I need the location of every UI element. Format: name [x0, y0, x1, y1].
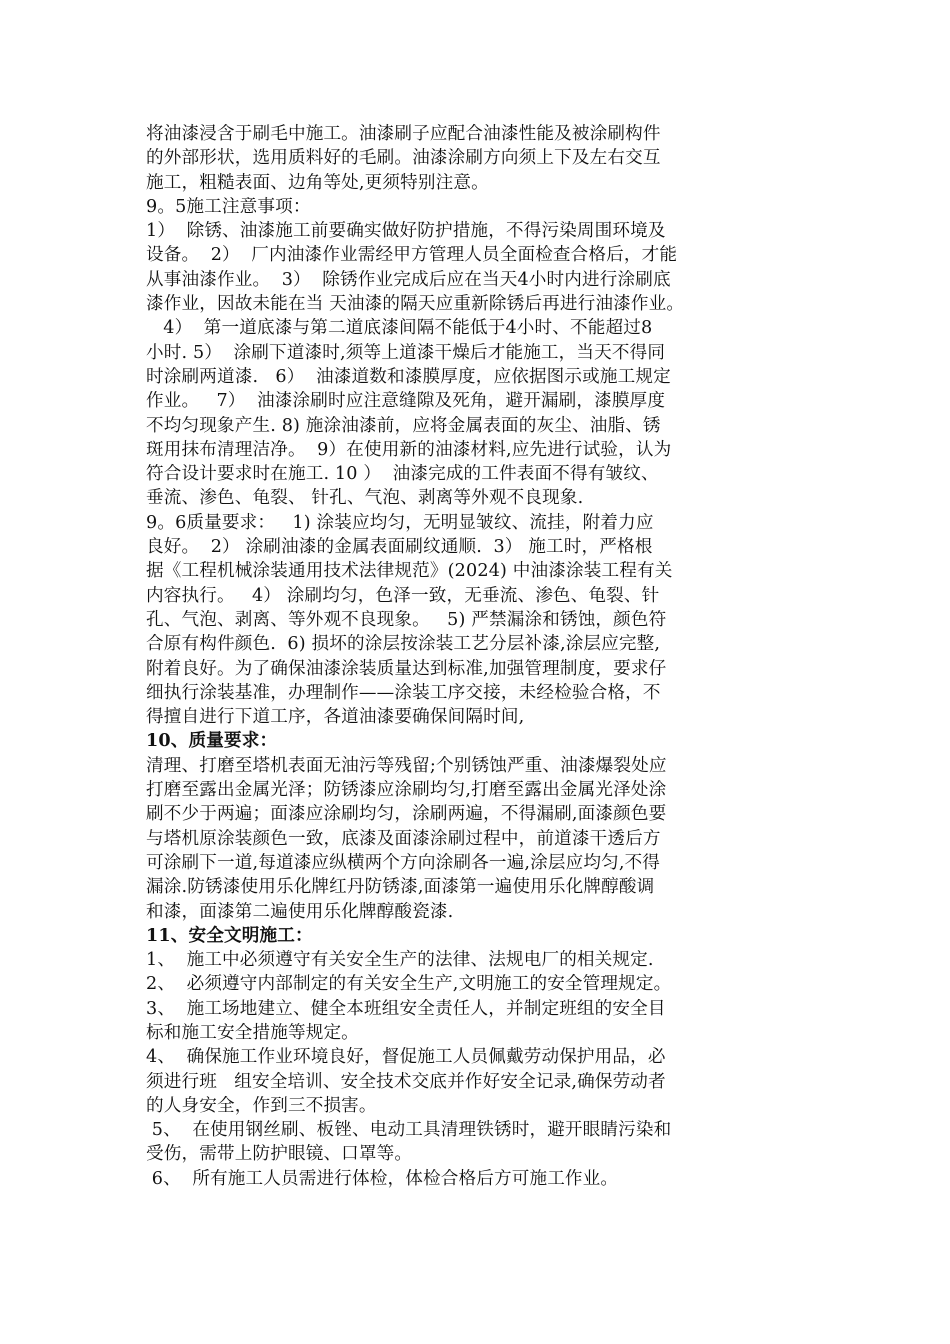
section-heading-9-5: 9。5施工注意事项：	[146, 196, 311, 217]
section-heading-9-6: 9。6质量要求： 1) 涂装应均匀，无明显皱纹、流挂，附着力应	[146, 512, 654, 533]
text-line: 漏涂.防锈漆使用乐化牌红丹防锈漆,面漆第一遍使用乐化牌醇酸调	[146, 877, 655, 898]
text-line: 施工，粗糙表面、边角等处,更须特别注意。	[146, 172, 489, 193]
text-line: 从事油漆作业。 3） 除锈作业完成后应在当天4小时内进行涂刷底	[146, 269, 671, 290]
text-line: 的人身安全，作到三不损害。	[146, 1095, 377, 1116]
text-line: 附着良好。为了确保油漆涂装质量达到标准,加强管理制度，要求仔	[146, 658, 667, 679]
text-line: 的外部形状，选用质料好的毛刷。油漆涂刷方向须上下及左右交互	[146, 148, 661, 169]
text-line: 符合设计要求时在施工. 10 ） 油漆完成的工件表面不得有皱纹、	[146, 464, 659, 485]
text-line: 漆作业，因故未能在当 天油漆的隔天应重新除锈后再进行油漆作业。	[146, 294, 685, 315]
text-line: 和漆，面漆第二遍使用乐化牌醇酸瓷漆.	[146, 901, 454, 922]
list-item: 4、 确保施工作业环境良好，督促施工人员佩戴劳动保护用品，必	[146, 1047, 666, 1068]
text-line: 不均匀现象产生. 8) 施涂油漆前，应将金属表面的灰尘、油脂、锈	[146, 415, 661, 436]
text-line: 合原有构件颜色. 6) 损坏的涂层按涂装工艺分层补漆,涂层应完整,	[146, 634, 661, 655]
section-heading-11: 11、安全文明施工：	[146, 924, 313, 946]
text-line: 斑用抹布清理洁净。 9）在使用新的油漆材料,应先进行试验，认为	[146, 439, 672, 460]
text-line: 4） 第一道底漆与第二道底漆间隔不能低于4小时、不能超过8	[146, 318, 653, 339]
text-line: 须进行班 组安全培训、安全技术交底并作好安全记录,确保劳动者	[146, 1071, 666, 1092]
text-line: 良好。 2） 涂刷油漆的金属表面刷纹通顺. 3） 施工时，严格根	[146, 537, 653, 558]
text-line: 垂流、渗色、龟裂、 针孔、气泡、剥离等外观不良现象.	[146, 488, 584, 509]
text-line: 1） 除锈、油漆施工前要确实做好防护措施，不得污染周围环境及	[146, 221, 666, 242]
text-line: 标和施工安全措施等规定。	[146, 1022, 359, 1043]
text-line: 可涂刷下一道,每道漆应纵横两个方向涂刷各一遍,涂层应均匀,不得	[146, 852, 661, 873]
section-heading-10: 10、质量要求：	[146, 730, 278, 752]
list-item: 6、 所有施工人员需进行体检，体检合格后方可施工作业。	[146, 1168, 619, 1189]
text-line: 细执行涂装基准，办理制作——涂装工序交接，未经检验合格，不	[146, 682, 661, 703]
text-line: 打磨至露出金属光泽；防锈漆应涂刷均匀,打磨至露出金属光泽处涂	[146, 780, 667, 801]
document-page	[146, 122, 810, 1191]
text-line: 得擅自进行下道工序，各道油漆要确保间隔时间,	[146, 707, 525, 728]
list-item: 3、 施工场地建立、健全本班组安全责任人，并制定班组的安全目	[146, 998, 666, 1019]
text-line: 据《工程机械涂装通用技术法律规范》(2024) 中油漆涂装工程有关	[146, 561, 673, 582]
text-line: 设备。 2） 厂内油漆作业需经甲方管理人员全面检查合格后，才能	[146, 245, 678, 266]
list-item: 1、 施工中必须遵守有关安全生产的法律、法规电厂的相关规定.	[146, 950, 654, 971]
text-line: 清理、打磨至塔机表面无油污等残留;个别锈蚀严重、油漆爆裂处应	[146, 755, 667, 776]
text-line: 孔、气泡、剥离、等外观不良现象。 5) 严禁漏涂和锈蚀，颜色符	[146, 609, 667, 630]
list-item: 5、 在使用钢丝刷、板锉、电动工具清理铁锈时，避开眼睛污染和	[146, 1120, 672, 1141]
text-line: 刷不少于两遍；面漆应涂刷均匀，涂刷两遍，不得漏刷,面漆颜色要	[146, 804, 667, 825]
text-line: 受伤，需带上防护眼镜、口罩等。	[146, 1144, 413, 1165]
text-line: 内容执行。 4） 涂刷均匀，色泽一致，无垂流、渗色、龟裂、针	[146, 585, 660, 606]
text-line: 小时. 5） 涂刷下道漆时,须等上道漆干燥后才能施工，当天不得同	[146, 342, 666, 363]
text-line: 作业。 7） 油漆涂刷时应注意缝隙及死角，避开漏刷，漆膜厚度	[146, 391, 666, 412]
text-line: 将油漆浸含于刷毛中施工。油漆刷子应配合油漆性能及被涂刷构件	[146, 124, 661, 144]
list-item: 2、 必须遵守内部制定的有关安全生产,文明施工的安全管理规定。	[146, 974, 672, 995]
text-line: 与塔机原涂装颜色一致，底漆及面漆涂刷过程中，前道漆干透后方	[146, 828, 661, 849]
text-line: 时涂刷两道漆. 6） 油漆道数和漆膜厚度，应依据图示或施工规定	[146, 366, 671, 387]
